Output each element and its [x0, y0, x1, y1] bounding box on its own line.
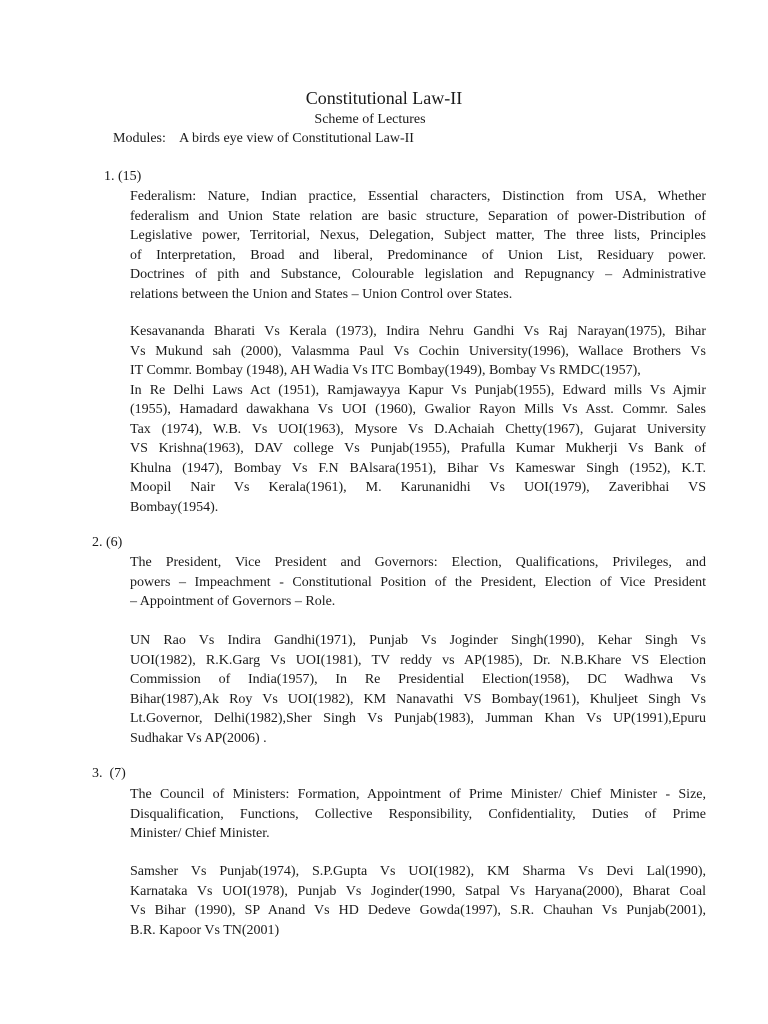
section-topics	[130, 187, 706, 304]
section-number: 3. (7)	[92, 766, 126, 781]
text-line: Bombay(1954).	[130, 499, 219, 515]
text-line: The Council of Ministers: Formation, Appointment of Prime Minister/ Chief Minister - Size,	[130, 787, 706, 802]
text-line: Vs Bihar (1990), SP Anand Vs HD Dedeve Gowda(1997), S.R. Chauhan Vs Punjab(2001),	[130, 903, 706, 918]
text-line: Tax (1974), W.B. Vs UOI(1963), Mysore Vs D.Achaiah Chetty(1967), Gujarat University	[130, 421, 706, 437]
modules-line: Modules: A birds eye view of Constitutional Law-II	[113, 131, 414, 146]
text-line: Kesavananda Bharati Vs Kerala (1973), Indira Nehru Gandhi Vs Raj Narayan(1975), Bihar	[130, 324, 706, 339]
text-line: VS Krishna(1963), DAV college Vs Punjab(1955), Prafulla Kumar Mukherji Vs Bank of	[130, 441, 706, 456]
text-line: Sudhakar Vs AP(2006) .	[130, 730, 267, 746]
text-line: Minister/ Chief Minister.	[130, 826, 270, 841]
section-cases	[130, 631, 706, 748]
text-line: UN Rao Vs Indira Gandhi(1971), Punjab Vs Joginder Singh(1990), Kehar Singh Vs	[130, 633, 706, 648]
text-line: Commission of India(1957), In Re Presidential Election(1958), DC Wadhwa Vs	[130, 672, 706, 687]
section-topics	[130, 785, 706, 844]
text-line: Legislative power, Territorial, Nexus, Delegation, Subject matter, The three lists, Principles	[130, 228, 706, 243]
text-line: IT Commr. Bombay (1948), AH Wadia Vs ITC Bombay(1949), Bombay Vs RMDC(1957),	[130, 363, 641, 378]
section-number: 2. (6)	[92, 535, 123, 550]
text-line: In Re Delhi Laws Act (1951), Ramjawayya Kapur Vs Punjab(1955), Edward mills Vs Ajmir	[130, 382, 706, 398]
text-line: Bihar(1987),Ak Roy Vs UOI(1982), KM Nanavathi VS Bombay(1961), Khuljeet Singh Vs	[130, 691, 706, 707]
text-line: The President, Vice President and Governors: Election, Qualifications, Privileges, and	[130, 555, 706, 570]
text-line: – Appointment of Governors – Role.	[130, 594, 336, 609]
text-line: Samsher Vs Punjab(1974), S.P.Gupta Vs UOI(1982), KM Sharma Vs Devi Lal(1990),	[130, 864, 706, 879]
text-line: UOI(1982), R.K.Garg Vs UOI(1981), TV reddy vs AP(1985), Dr. N.B.Khare VS Election	[130, 652, 706, 668]
text-line: Vs Mukund sah (2000), Valasmma Paul Vs Cochin University(1996), Wallace Brothers Vs	[130, 343, 706, 359]
text-line: relations between the Union and States – Union Control over States.	[130, 286, 513, 302]
text-line: B.R. Kapoor Vs TN(2001)	[130, 922, 280, 938]
section-cases	[130, 862, 706, 940]
text-line: Lt.Governor, Delhi(1982),Sher Singh Vs Punjab(1983), Jumman Khan Vs UP(1991),Epuru	[130, 711, 706, 726]
document-title: Constitutional Law-II	[305, 88, 463, 108]
document-subtitle: Scheme of Lectures	[314, 112, 426, 127]
text-line: Disqualification, Functions, Collective Responsibility, Confidentiality, Duties of Prime	[130, 806, 706, 822]
section-cases	[130, 322, 706, 517]
text-line: Khulna (1947), Bombay Vs F.N BAlsara(1951), Bihar Vs Kameswar Singh (1952), K.T.	[130, 460, 706, 476]
text-line: of Interpretation, Broad and liberal, Predominance of Union List, Residuary power.	[130, 247, 706, 263]
text-line: (1955), Hamadard dawakhana Vs UOI (1960), Gwalior Rayon Mills Vs Asst. Commr. Sales	[130, 402, 706, 417]
text-line: federalism and Union State relation are basic structure, Separation of power-Distribution of	[130, 208, 706, 224]
text-line: Karnataka Vs UOI(1978), Punjab Vs Joginder(1990, Satpal Vs Haryana(2000), Bharat Coal	[130, 883, 706, 899]
text-line: Doctrines of pith and Substance, Colourable legislation and Repugnancy – Administrative	[130, 267, 706, 282]
text-line: Federalism: Nature, Indian practice, Essential characters, Distinction from USA, Whether	[130, 189, 706, 204]
text-line: Moopil Nair Vs Kerala(1961), M. Karunanidhi Vs UOI(1979), Zaveribhai VS	[130, 480, 706, 495]
text-line: powers – Impeachment - Constitutional Position of the President, Election of Vice President	[130, 574, 706, 590]
section-topics	[130, 553, 706, 612]
section-number: 1. (15)	[104, 169, 142, 184]
